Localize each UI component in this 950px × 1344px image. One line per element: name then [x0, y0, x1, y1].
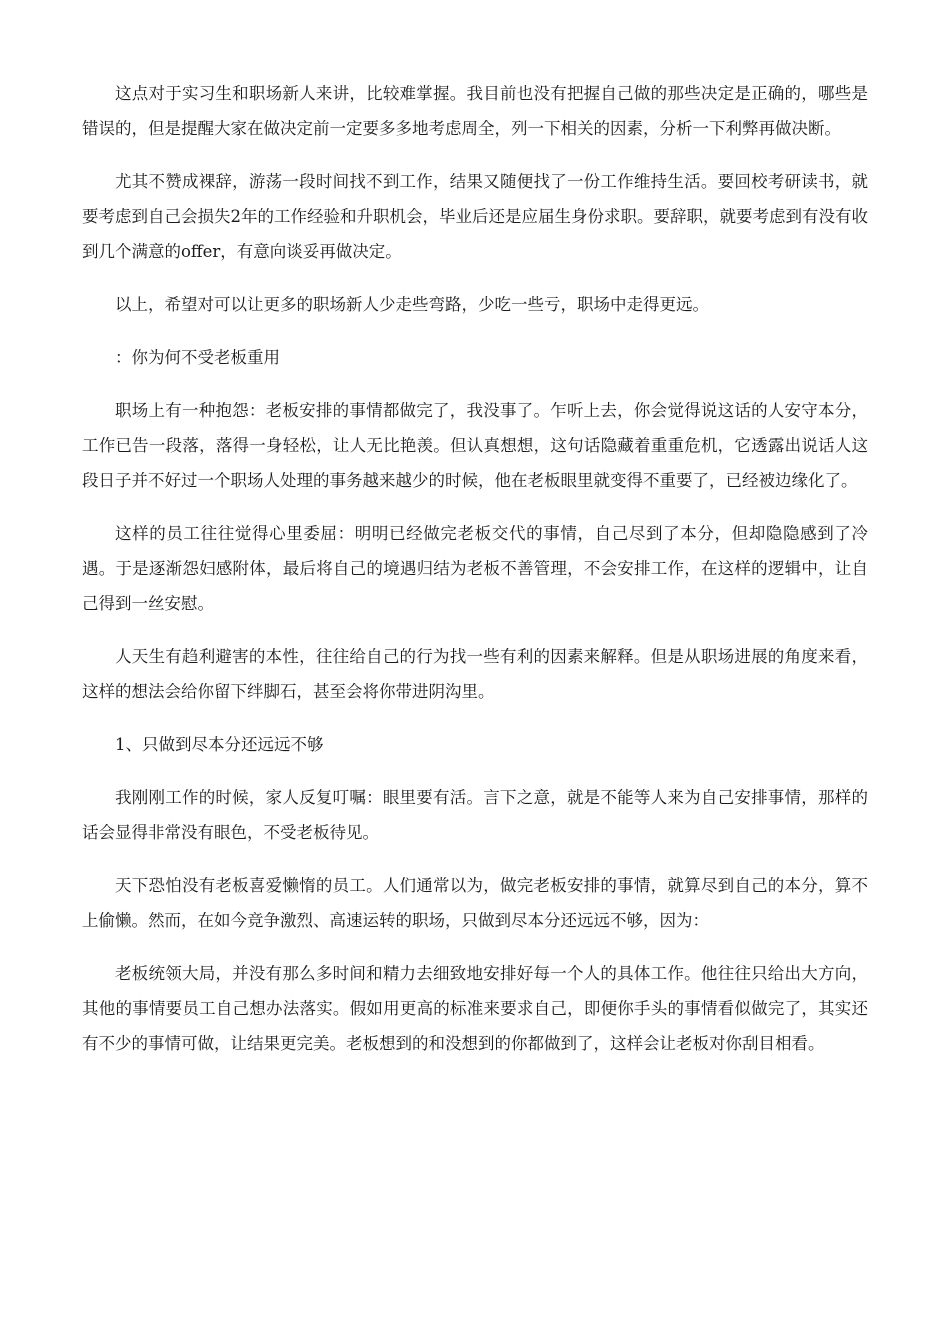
section-heading: ：你为何不受老板重用 [115, 348, 280, 367]
paragraph-human-nature: 人天生有趋利避害的本性，往往给自己的行为找一些有利的因素来解释。但是从职场进展的角度来看，这样的想法会给你留下绊脚石，甚至会将你带进阴沟里。 [82, 647, 868, 701]
subheading-point-1: 1、只做到尽本分还远远不够 [115, 735, 324, 754]
paragraph-lazy-employees: 天下恐怕没有老板喜爱懒惰的员工。人们通常以为，做完老板安排的事情，就算尽到自己的本分，算不上偷懒。然而，在如今竞争激烈、高速运转的职场，只做到尽本分还远远不够，因为： [82, 876, 868, 930]
paragraph-intro-decisions: 这点对于实习生和职场新人来讲，比较难掌握。我目前也没有把握自己做的那些决定是正确的，哪些是错误的，但是提醒大家在做决定前一定要多多地考虑周全，列一下相关的因素，分析一下利弊再做决断。 [82, 84, 868, 138]
paragraph-conclusion: 以上，希望对可以让更多的职场新人少走些弯路，少吃一些亏，职场中走得更远。 [115, 295, 709, 314]
paragraph-family-advice: 我刚刚工作的时候，家人反复叮嘱：眼里要有活。言下之意，就是不能等人来为自己安排事情，那样的话会显得非常没有眼色，不受老板待见。 [82, 788, 868, 842]
paragraph-grievance: 这样的员工往往觉得心里委屈：明明已经做完老板交代的事情，自己尽到了本分，但却隐隐感到了冷遇。于是逐渐怨妇感附体，最后将自己的境遇归结为老板不善管理，不会安排工作，在这样的逻辑中，让自己得到一丝安慰。 [82, 524, 868, 613]
paragraph-boss-overview: 老板统领大局，并没有那么多时间和精力去细致地安排好每一个人的具体工作。他往往只给出大方向，其他的事情要员工自己想办法落实。假如用更高的标准来要求自己，即便你手头的事情看似做完了，其实还有不少的事情可做，让结果更完美。老板想到的和没想到的你都做到了，这样会让老板对你刮目相看。 [82, 964, 868, 1053]
paragraph-complaint: 职场上有一种抱怨：老板安排的事情都做完了，我没事了。乍听上去，你会觉得说这话的人安守本分，工作已告一段落，落得一身轻松，让人无比艳羡。但认真想想，这句话隐藏着重重危机，它透露出说话人这段日子并不好过一个职场人处理的事务越来越少的时候，他在老板眼里就变得不重要了，已经被边缘化了。 [82, 401, 868, 490]
paragraph-naked-resignation: 尤其不赞成裸辞，游荡一段时间找不到工作，结果又随便找了一份工作维持生活。要回校考研读书，就要考虑到自己会损失2年的工作经验和升职机会，毕业后还是应届生身份求职。要辞职，就要考虑到有没有收到几个满意的offer，有意向谈妥再做决定。 [82, 172, 868, 261]
